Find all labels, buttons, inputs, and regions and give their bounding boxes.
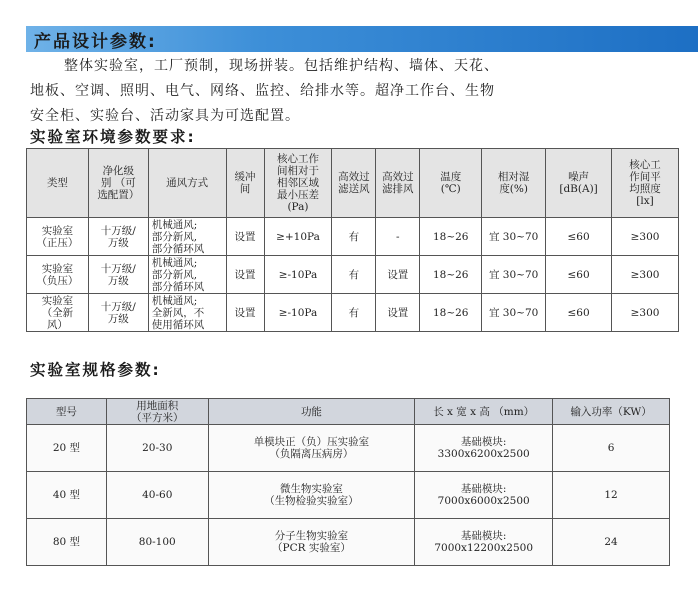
cell-text-line: 高效过 xyxy=(338,171,370,183)
cell-text-line: 设置 xyxy=(234,230,256,243)
cell-text-line: 20 型 xyxy=(52,442,81,454)
cell-text-line: 机械通风; xyxy=(151,218,198,231)
env-params-table xyxy=(26,148,679,332)
intro-paragraph xyxy=(30,54,675,129)
cell-text-line: 80-100 xyxy=(138,536,176,548)
cell-text-line: 风） xyxy=(46,318,68,331)
cell-text-line: 输入功率（KW） xyxy=(570,405,652,418)
env-section-title: 实验室环境参数要求: xyxy=(30,128,196,146)
table-cell xyxy=(546,218,612,256)
cell-text-line: 均照度 xyxy=(629,183,661,195)
table-cell xyxy=(264,218,332,256)
cell-text-line: 有 xyxy=(348,230,360,243)
cell-text-line: 40 型 xyxy=(52,489,81,501)
table-row xyxy=(27,294,679,332)
cell-text-line: 十万级/ xyxy=(100,300,136,313)
table-cell xyxy=(208,519,415,566)
cell-text-line: 高效过 xyxy=(382,171,414,183)
table-header-cell xyxy=(27,149,89,218)
cell-text-line: 分子生物实验室 xyxy=(274,530,349,542)
table-header-cell xyxy=(415,399,553,425)
cell-text-line: （正压） xyxy=(36,236,79,249)
cell-text-line: 部分循环风 xyxy=(151,242,205,255)
cell-text-line: 间 xyxy=(239,183,251,195)
cell-text-line: 40-60 xyxy=(142,489,173,501)
table-cell xyxy=(27,472,107,519)
table-cell xyxy=(106,472,208,519)
env-table-header-row xyxy=(27,149,679,218)
table-cell xyxy=(482,218,546,256)
table-cell xyxy=(420,256,482,294)
cell-text-line: ≤60 xyxy=(567,268,590,281)
spec-table-header-row xyxy=(27,399,670,425)
table-cell xyxy=(420,218,482,256)
table-cell xyxy=(553,472,670,519)
table-cell xyxy=(415,519,553,566)
cell-text-line: 微生物实验室 xyxy=(279,483,343,495)
cell-text-line: (Pa) xyxy=(287,201,309,213)
cell-text-line: 功能 xyxy=(300,405,322,418)
table-cell xyxy=(482,256,546,294)
cell-text-line: ≥300 xyxy=(630,230,660,243)
table-cell xyxy=(420,294,482,332)
cell-text-line: 选配置） xyxy=(97,189,140,201)
cell-text-line: ≥300 xyxy=(630,268,660,281)
cell-text-line: 实验室 xyxy=(41,224,74,237)
cell-text-line: 18~26 xyxy=(432,230,469,243)
cell-text-line: ≥300 xyxy=(630,306,660,319)
table-cell xyxy=(148,256,226,294)
product-params-title: 产品设计参数: xyxy=(34,32,157,52)
table-header-cell xyxy=(332,149,376,218)
cell-text-line: 实验室 xyxy=(41,262,74,275)
cell-text-line: 型号 xyxy=(55,405,77,418)
table-cell xyxy=(264,256,332,294)
table-header-cell xyxy=(106,399,208,425)
cell-text-line: 80 型 xyxy=(52,536,81,548)
table-cell xyxy=(612,218,679,256)
table-row xyxy=(27,256,679,294)
table-cell xyxy=(415,425,553,472)
table-cell xyxy=(226,256,264,294)
cell-text-line: [lx] xyxy=(636,195,654,207)
cell-text-line: 18~26 xyxy=(432,306,469,319)
table-cell xyxy=(226,218,264,256)
cell-text-line: 7000x6000x2500 xyxy=(437,495,530,507)
table-cell xyxy=(148,218,226,256)
table-cell xyxy=(553,519,670,566)
cell-text-line: 万级 xyxy=(107,274,129,287)
table-header-cell xyxy=(612,149,679,218)
cell-text-line: 万级 xyxy=(107,236,129,249)
table-header-cell xyxy=(420,149,482,218)
cell-text-line: 20-30 xyxy=(142,442,173,454)
cell-text-line: 12 xyxy=(604,489,618,501)
cell-text-line: 核心工 xyxy=(629,159,661,171)
table-header-cell xyxy=(546,149,612,218)
table-cell xyxy=(148,294,226,332)
cell-text-line: 宜 30~70 xyxy=(488,268,539,281)
cell-text-line: 滤排风 xyxy=(382,183,414,195)
table-cell xyxy=(264,294,332,332)
cell-text-line: （平方米） xyxy=(131,411,184,424)
cell-text-line: 使用循环风 xyxy=(151,318,205,331)
cell-text-line: （负压） xyxy=(36,274,79,287)
cell-text-line: 净化级 xyxy=(102,165,135,177)
cell-text-line: （PCR 实验室） xyxy=(272,542,351,554)
table-row xyxy=(27,519,670,566)
cell-text-line: 基础模块: xyxy=(460,436,507,448)
cell-text-line: 用地面积 xyxy=(136,399,179,412)
cell-text-line: 部分新风, xyxy=(151,230,198,243)
cell-text-line: 机械通风; xyxy=(151,256,198,269)
table-cell xyxy=(208,472,415,519)
cell-text-line: ≥-10Pa xyxy=(278,306,318,319)
table-header-cell xyxy=(226,149,264,218)
table-cell xyxy=(376,294,420,332)
cell-text-line: 通风方式 xyxy=(166,177,209,189)
cell-text-line: (℃) xyxy=(440,183,461,195)
cell-text-line: ≤60 xyxy=(567,306,590,319)
cell-text-line: 十万级/ xyxy=(100,224,136,237)
table-cell xyxy=(612,294,679,332)
cell-text-line: 温度 xyxy=(440,171,462,183)
table-cell xyxy=(208,425,415,472)
cell-text-line: 设置 xyxy=(387,268,409,281)
table-cell xyxy=(88,256,148,294)
intro-line: 整体实验室，工厂预制，现场拼装。包括维护结构、墙体、天花、 xyxy=(64,58,499,74)
cell-text-line: 有 xyxy=(348,306,360,319)
cell-text-line: 噪声 xyxy=(568,171,590,183)
table-header-cell xyxy=(376,149,420,218)
cell-text-line: 滤送风 xyxy=(338,183,370,195)
table-cell xyxy=(27,519,107,566)
cell-text-line: （生物检验实验室） xyxy=(264,495,359,507)
table-header-cell xyxy=(27,399,107,425)
spec-params-table xyxy=(26,398,670,566)
table-cell xyxy=(106,425,208,472)
cell-text-line: 6 xyxy=(607,442,615,454)
spec-section-title: 实验室规格参数: xyxy=(30,361,161,379)
table-cell xyxy=(332,256,376,294)
intro-line: 安全柜、实验台、活动家具为可选配置。 xyxy=(30,108,300,124)
table-header-cell xyxy=(482,149,546,218)
cell-text-line: 长 x 宽 x 高 （mm） xyxy=(433,405,535,418)
cell-text-line: 部分新风, xyxy=(151,268,198,281)
cell-text-line: ≥-10Pa xyxy=(278,268,318,281)
cell-text-line: 相对湿 xyxy=(497,171,530,183)
table-cell xyxy=(27,425,107,472)
cell-text-line: 3300x6200x2500 xyxy=(437,448,530,460)
cell-text-line: 机械通风; xyxy=(151,294,198,307)
table-header-cell xyxy=(208,399,415,425)
table-cell xyxy=(332,218,376,256)
cell-text-line: 类型 xyxy=(46,177,68,189)
cell-text-line: 基础模块: xyxy=(460,483,507,495)
cell-text-line: [dB(A)] xyxy=(559,183,598,195)
cell-text-line: 最小压差 xyxy=(276,189,319,201)
table-cell xyxy=(27,256,89,294)
table-cell xyxy=(226,294,264,332)
cell-text-line: 核心工作 xyxy=(276,153,319,165)
table-cell xyxy=(27,218,89,256)
table-cell xyxy=(415,472,553,519)
table-cell xyxy=(88,218,148,256)
table-cell xyxy=(482,294,546,332)
cell-text-line: 基础模块: xyxy=(460,530,507,542)
cell-text-line: 十万级/ xyxy=(100,262,136,275)
cell-text-line: 间相对于 xyxy=(276,165,319,177)
table-cell xyxy=(376,256,420,294)
cell-text-line: 度(%) xyxy=(499,183,528,195)
cell-text-line: - xyxy=(396,230,400,243)
cell-text-line: 设置 xyxy=(234,306,256,319)
table-cell xyxy=(332,294,376,332)
table-row xyxy=(27,472,670,519)
cell-text-line: 实验室 xyxy=(41,294,74,307)
cell-text-line: ≥+10Pa xyxy=(276,230,320,243)
cell-text-line: 缓冲 xyxy=(234,171,256,183)
cell-text-line: （全新 xyxy=(41,306,74,319)
table-cell xyxy=(546,256,612,294)
cell-text-line: （负隔离压病房） xyxy=(269,448,354,460)
cell-text-line: 相邻区域 xyxy=(276,177,319,189)
intro-line: 地板、空调、照明、电气、网络、监控、给排水等。超净工作台、生物 xyxy=(30,83,495,99)
table-header-cell xyxy=(264,149,332,218)
table-header-cell xyxy=(553,399,670,425)
cell-text-line: 部分循环风 xyxy=(151,280,205,293)
cell-text-line: 24 xyxy=(604,536,618,548)
cell-text-line: 全新风，不 xyxy=(151,306,205,319)
table-header-cell xyxy=(88,149,148,218)
cell-text-line: 作间平 xyxy=(629,171,661,183)
cell-text-line: 万级 xyxy=(107,312,129,325)
cell-text-line: 设置 xyxy=(387,306,409,319)
table-cell xyxy=(88,294,148,332)
table-row xyxy=(27,425,670,472)
table-cell xyxy=(106,519,208,566)
table-cell xyxy=(27,294,89,332)
cell-text-line: 7000x12200x2500 xyxy=(434,542,534,554)
table-cell xyxy=(546,294,612,332)
table-cell xyxy=(612,256,679,294)
cell-text-line: 18~26 xyxy=(432,268,469,281)
cell-text-line: 宜 30~70 xyxy=(488,306,539,319)
cell-text-line: 单模块正（负）压实验室 xyxy=(253,436,370,448)
cell-text-line: 宜 30~70 xyxy=(488,230,539,243)
table-row xyxy=(27,218,679,256)
table-cell xyxy=(376,218,420,256)
cell-text-line: ≤60 xyxy=(567,230,590,243)
cell-text-line: 有 xyxy=(348,268,360,281)
cell-text-line: 设置 xyxy=(234,268,256,281)
table-header-cell xyxy=(148,149,226,218)
cell-text-line: 别 （可 xyxy=(100,177,136,189)
table-cell xyxy=(553,425,670,472)
